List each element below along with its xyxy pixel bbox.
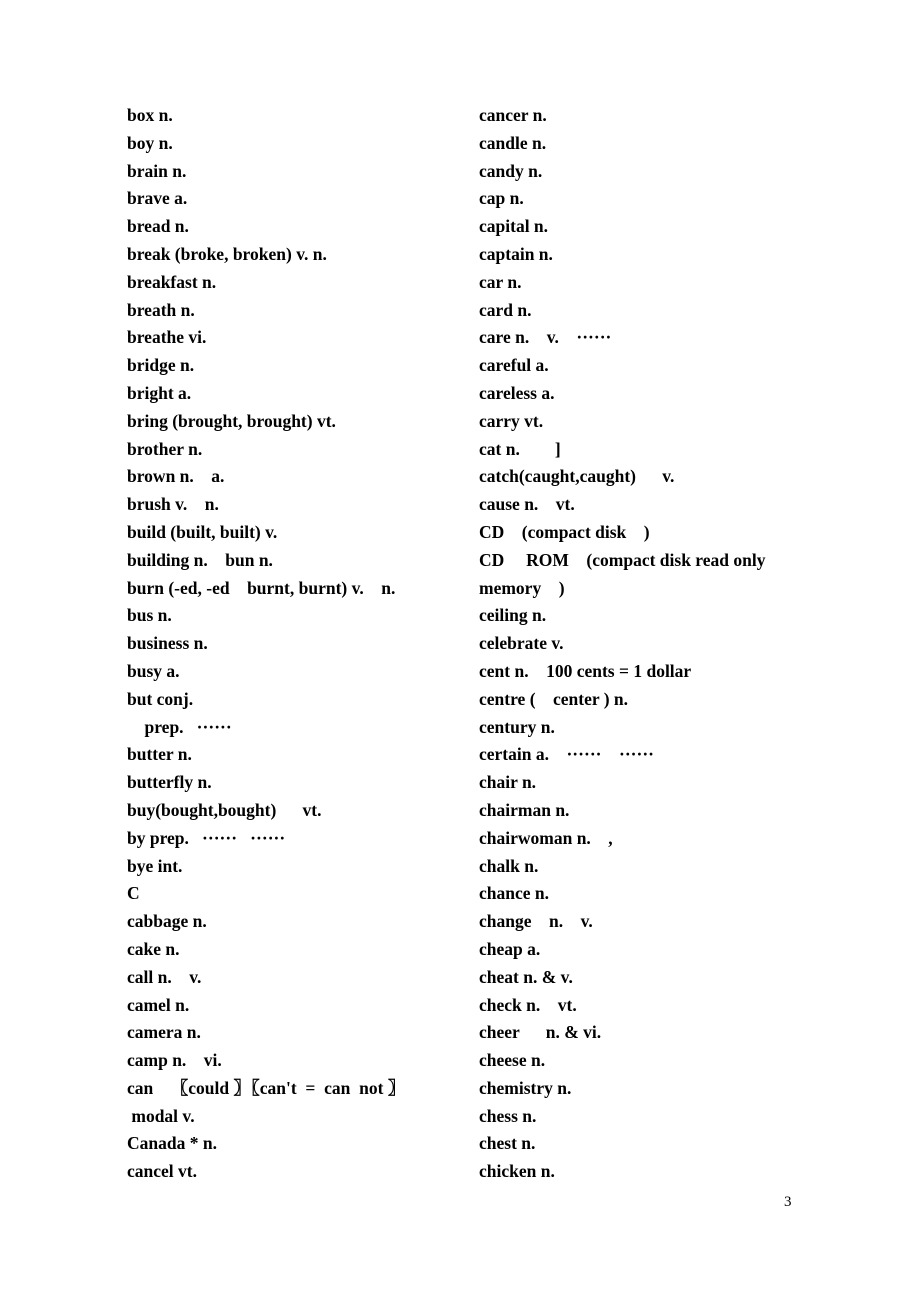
word-entry: cancer n. — [479, 105, 547, 125]
word-entry: celebrate v. — [479, 633, 564, 654]
word-entry: cake n. — [127, 938, 180, 959]
word-entry: chance n. — [479, 883, 549, 904]
word-entry: chemistry n. — [479, 1077, 572, 1098]
word-entry: butterfly n. — [127, 772, 212, 793]
word-entry: century n. — [479, 716, 555, 737]
word-entry: busy a. — [127, 660, 180, 681]
word-entry: cabbage n. — [127, 911, 207, 932]
word-entry: cent n. 100 cents = 1 dollar — [479, 660, 692, 681]
word-entry: breath n. — [127, 299, 195, 320]
word-entry: modal v. — [127, 1105, 195, 1126]
word-entry: cap n. — [479, 188, 524, 209]
word-entry: chalk n. — [479, 855, 539, 876]
left-word-column — [127, 102, 447, 1186]
word-entry: but conj. — [127, 688, 194, 709]
word-entry: cause n. vt. — [479, 494, 575, 515]
word-entry: break (broke, broken) v. n. — [127, 243, 327, 264]
word-entry: chairwoman n. , — [479, 827, 613, 848]
word-entry: by prep. ······ ······ — [127, 827, 286, 848]
word-entry: brown n. a. — [127, 466, 225, 487]
word-entry: centre ( center ) n. — [479, 688, 629, 709]
word-entry: car n. — [479, 271, 522, 292]
word-entry: chicken n. — [479, 1161, 555, 1182]
word-entry: chairman n. — [479, 799, 570, 820]
word-entry: prep. ······ — [127, 716, 232, 737]
word-entry: careful a. — [479, 355, 549, 376]
word-entry: build (built, built) v. — [127, 521, 278, 542]
word-entry: bus n. — [127, 605, 172, 626]
word-entry: brother n. — [127, 438, 203, 459]
word-entry: CD (compact disk ) — [479, 521, 650, 542]
word-entry: carry vt. — [479, 410, 544, 431]
word-entry: cheat n. & v. — [479, 966, 573, 987]
word-entry: buy(bought,bought) vt. — [127, 799, 322, 820]
word-entry: candy n. — [479, 160, 543, 181]
right-word-column — [479, 102, 799, 1186]
word-entry: chess n. — [479, 1105, 537, 1126]
word-entry: bright a. — [127, 382, 192, 403]
word-entry: camel n. — [127, 994, 190, 1015]
word-entry: cat n. ] — [479, 438, 561, 459]
word-entry: business n. — [127, 633, 208, 654]
word-entry: chair n. — [479, 772, 537, 793]
word-entry: change n. v. — [479, 911, 593, 932]
word-entry: boy n. — [127, 132, 173, 153]
word-entry: building n. bun n. — [127, 549, 273, 570]
word-entry: check n. vt. — [479, 994, 577, 1015]
word-entry: chest n. — [479, 1133, 536, 1154]
word-entry: butter n. — [127, 744, 192, 765]
word-entry: card n. — [479, 299, 532, 320]
word-entry: captain n. — [479, 243, 553, 264]
word-entry: careless a. — [479, 382, 555, 403]
word-entry: box n. — [127, 105, 173, 125]
word-entry: breakfast n. — [127, 271, 217, 292]
word-entry: breathe vi. — [127, 327, 207, 348]
word-entry: burn (-ed, -ed burnt, burnt) v. n. — [127, 577, 396, 598]
word-entry: catch(caught,caught) v. — [479, 466, 675, 487]
word-entry: brush v. n. — [127, 494, 219, 515]
word-entry: brain n. — [127, 160, 187, 181]
word-entry: capital n. — [479, 216, 549, 237]
word-entry: cheer n. & vi. — [479, 1022, 602, 1043]
word-entry: brave a. — [127, 188, 188, 209]
word-entry: bridge n. — [127, 355, 195, 376]
word-entry: memory ) — [479, 577, 565, 598]
word-entry: camp n. vi. — [127, 1050, 222, 1071]
word-entry: candle n. — [479, 132, 547, 153]
word-entry: bye int. — [127, 855, 183, 876]
word-entry: cancel vt. — [127, 1161, 197, 1182]
word-entry: camera n. — [127, 1022, 201, 1043]
word-entry: cheap a. — [479, 938, 541, 959]
word-entry: Canada * n. — [127, 1133, 217, 1154]
word-entry: certain a. ······ ······ — [479, 744, 655, 765]
word-entry: ceiling n. — [479, 605, 547, 626]
word-entry: bread n. — [127, 216, 189, 237]
word-entry: can 〖could 〗〖can't = can not 〗 — [127, 1077, 406, 1098]
word-entry: care n. v. ······ — [479, 327, 612, 348]
word-entry: call n. v. — [127, 966, 202, 987]
word-entry: CD ROM (compact disk read only — [479, 549, 766, 570]
word-entry: C — [127, 883, 140, 904]
word-entry: bring (brought, brought) vt. — [127, 410, 336, 431]
page-number: 3 — [784, 1194, 792, 1210]
word-entry: cheese n. — [479, 1050, 546, 1071]
